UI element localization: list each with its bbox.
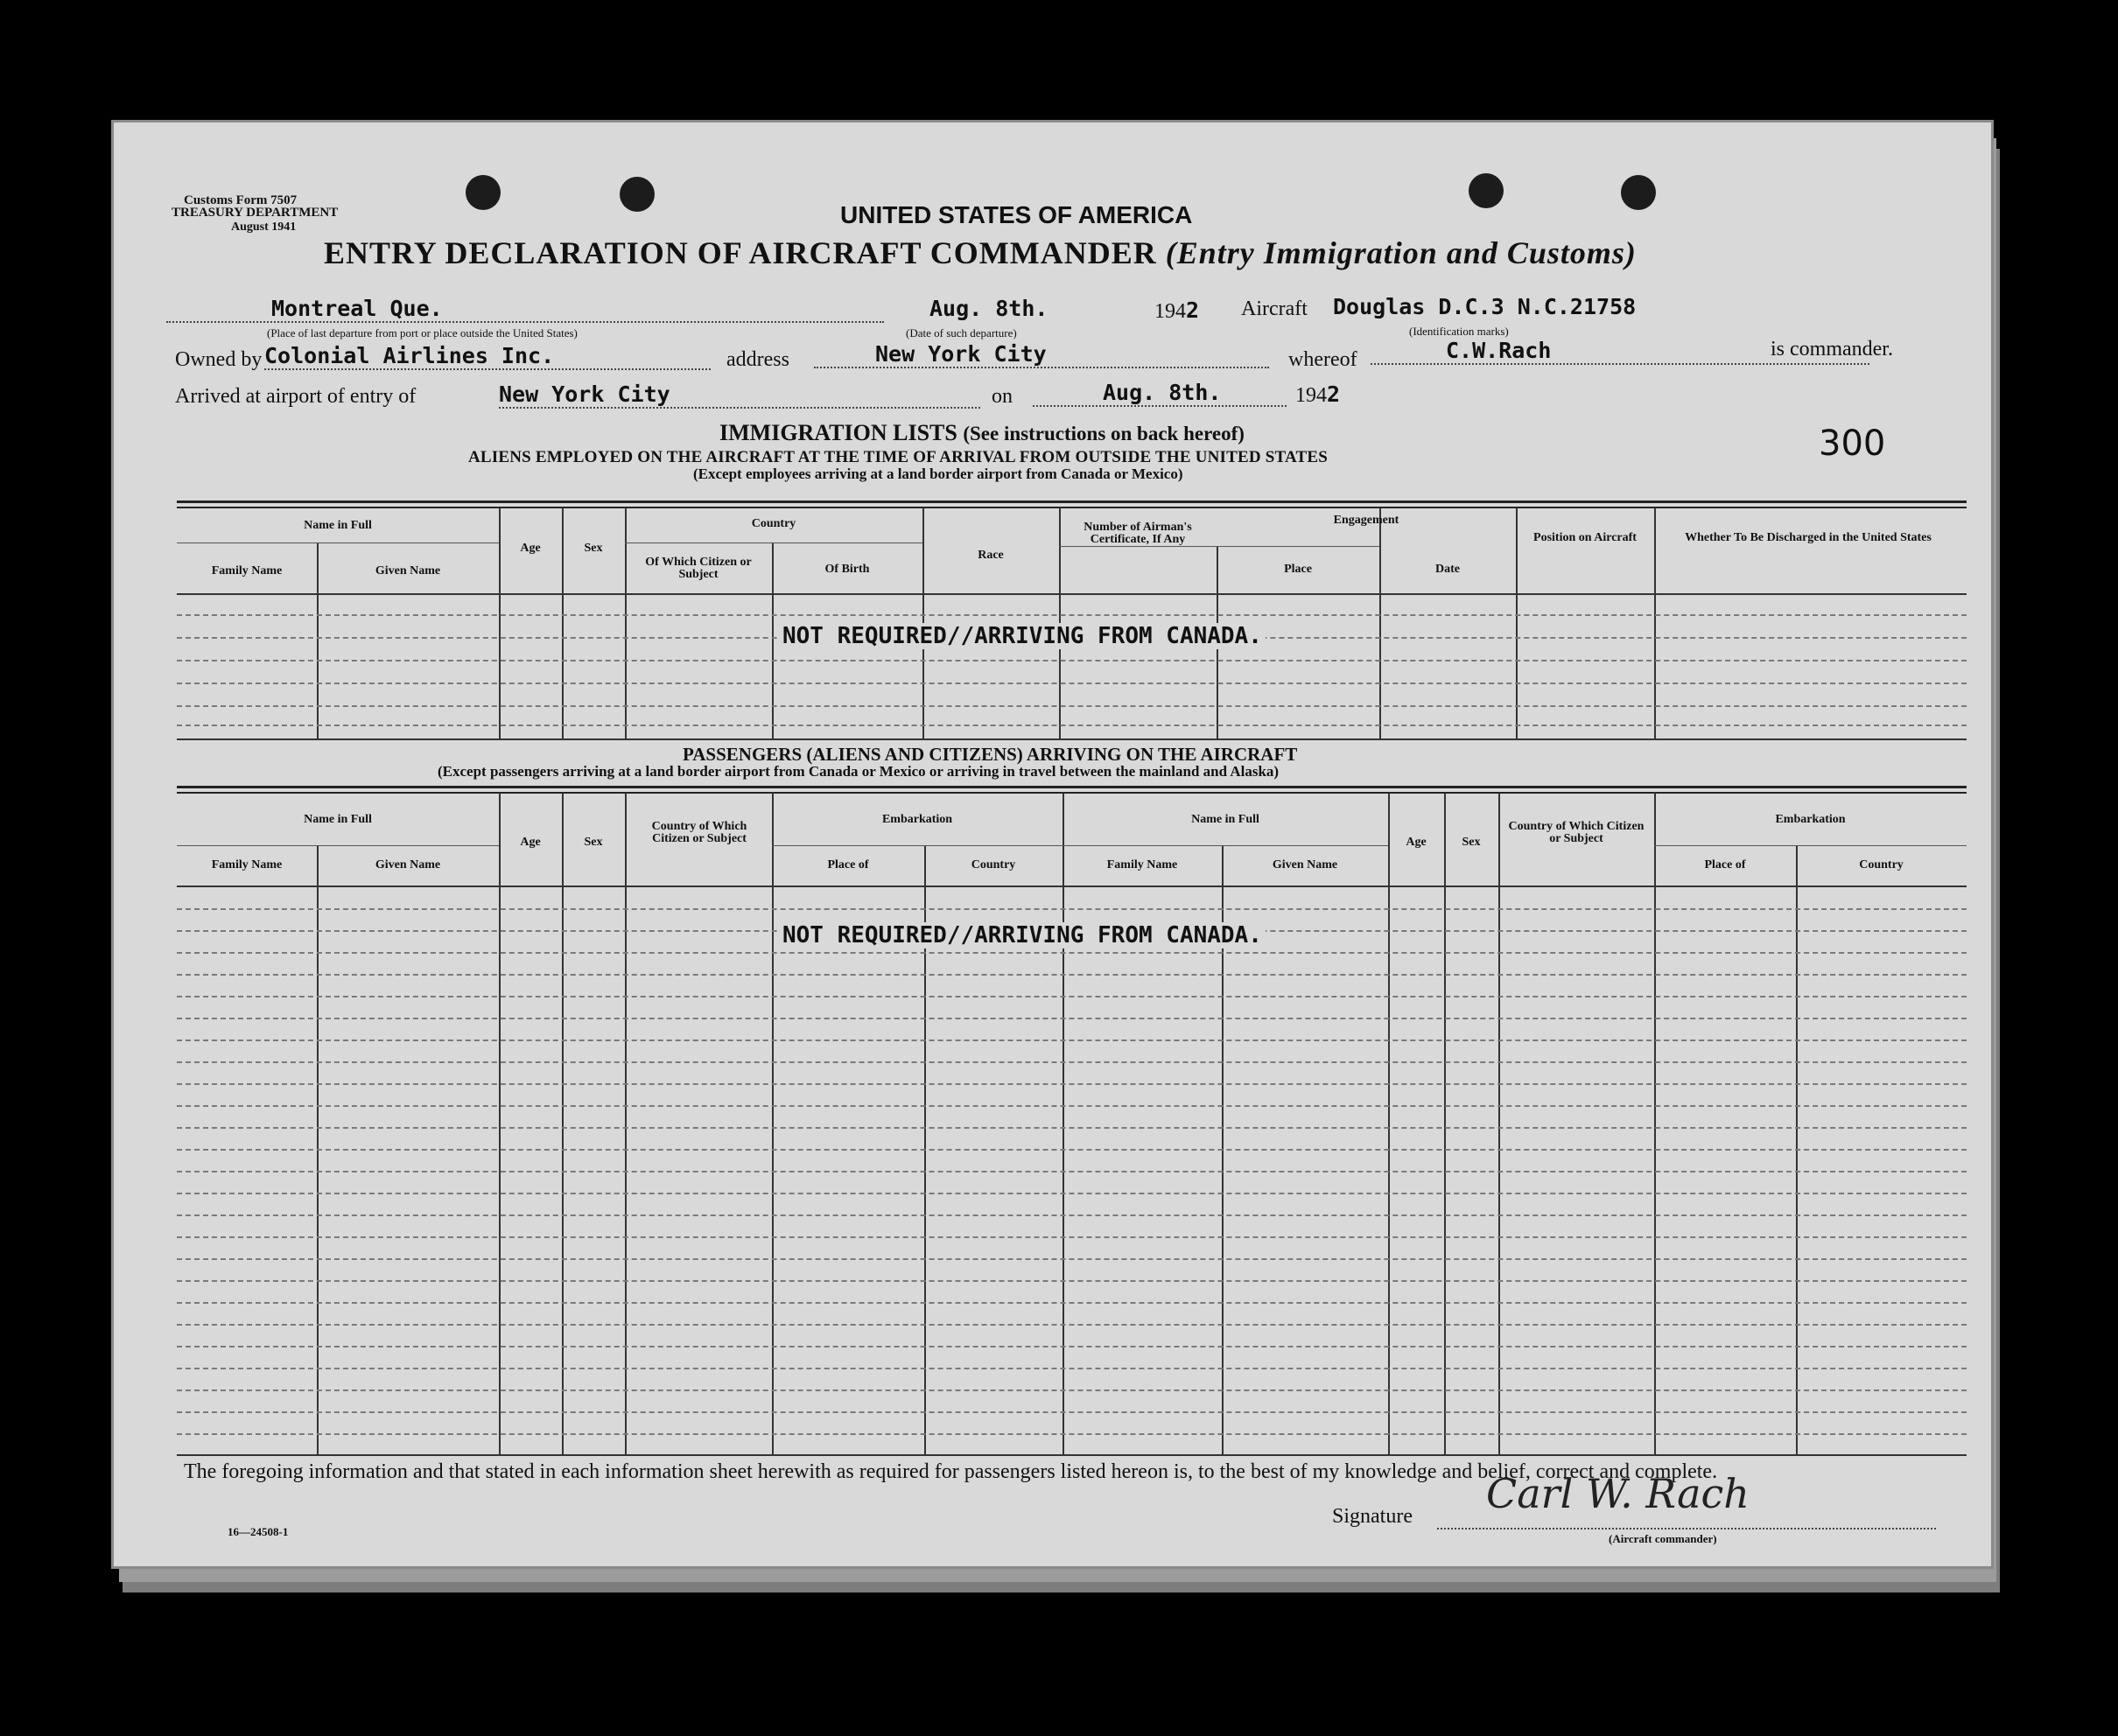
departure-place-caption: (Place of last departure from port or place outside the United States) [267, 326, 578, 340]
form-number: Customs Form 7507 [184, 193, 298, 207]
table-rule [177, 792, 1967, 794]
col-family-name: Family Name [211, 858, 283, 872]
table-rule [177, 1454, 1967, 1456]
table-row [177, 660, 1967, 662]
table-divider [1444, 793, 1446, 1456]
table-rule [1059, 546, 1379, 547]
col-certificate: Number of Airman's Certificate, If Any [1084, 521, 1192, 546]
table-rule [177, 542, 499, 543]
departure-place: Montreal Que. [166, 296, 884, 323]
year-prefix: 194 [1295, 384, 1327, 407]
arrival-year [1295, 382, 1340, 408]
punch-hole [466, 175, 501, 210]
table-row [177, 1280, 1967, 1282]
commander-suffix: is commander. [1771, 338, 1893, 360]
table-rule [177, 593, 1967, 595]
col-given-name: Given Name [375, 858, 441, 872]
table-divider [772, 793, 774, 1456]
form-date: August 1941 [231, 220, 297, 234]
address-label: address [726, 348, 789, 371]
print-code: 16—24508-1 [228, 1525, 289, 1538]
col-age: Age [520, 836, 541, 849]
table-divider [562, 793, 564, 1456]
table-row [177, 996, 1967, 998]
table-row [177, 724, 1967, 726]
signature-caption: (Aircraft commander) [1609, 1532, 1717, 1545]
table-row [177, 1040, 1967, 1041]
certification-statement: The foregoing information and that stated in each information sheet herewith as required for passengers listed hereon is, to the best of my knowledge and belief, correct and complete. [184, 1460, 1718, 1483]
table-row [177, 1236, 1967, 1238]
table-rule [177, 500, 1967, 503]
table-row [177, 1149, 1967, 1151]
col-sex: Sex [584, 542, 603, 555]
table-rule [625, 542, 922, 543]
table-row [177, 1302, 1967, 1304]
col-race: Race [978, 549, 1004, 562]
table-rule [177, 507, 1967, 508]
passengers-stamp: NOT REQUIRED//ARRIVING FROM CANADA. [779, 922, 1266, 948]
arrival-date: Aug. 8th. [1033, 380, 1287, 407]
col-given-name: Given Name [375, 564, 441, 578]
owned-by-label: Owned by [175, 348, 263, 371]
table-row [177, 1433, 1967, 1435]
signature-line [1437, 1528, 1936, 1530]
table-row [177, 682, 1967, 684]
col-place: Place [1284, 563, 1312, 576]
table-rule [177, 886, 1967, 887]
table-divider [1498, 793, 1500, 1456]
col-name-in-full: Name in Full [304, 519, 372, 532]
table-rule [1063, 845, 1388, 846]
aliens-heading: ALIENS EMPLOYED ON THE AIRCRAFT AT THE TIME OF ARRIVAL FROM OUTSIDE THE UNITED STATES [468, 448, 1329, 466]
table-row [177, 908, 1967, 910]
aircraft-caption: (Identification marks) [1409, 325, 1509, 338]
table-row [177, 1127, 1967, 1129]
col-citizen: Country of Which Citizen or Subject [1508, 820, 1645, 845]
table-rule [177, 786, 1967, 788]
table-row [177, 1105, 1967, 1107]
col-age: Age [1406, 836, 1427, 849]
col-name-in-full: Name in Full [304, 813, 372, 826]
departure-year [1154, 298, 1199, 324]
arrival-label: Arrived at airport of entry of [175, 385, 417, 408]
page-number: 300 [1819, 424, 1886, 464]
col-family-name: Family Name [211, 564, 283, 578]
col-citizen: Country of Which Citizen or Subject [651, 820, 747, 845]
title-main: ENTRY DECLARATION OF AIRCRAFT COMMANDER [324, 235, 1157, 270]
commander-signature: Carl W. Rach [1486, 1470, 1750, 1517]
departure-date: Aug. 8th. [929, 296, 1048, 321]
col-discharge: Whether To Be Discharged in the United States [1685, 531, 1932, 544]
immigration-title: IMMIGRATION LISTS [719, 420, 957, 445]
col-country: Country [971, 858, 1016, 872]
table-row [177, 1061, 1967, 1063]
table-row [177, 1018, 1967, 1019]
col-country: Country [751, 517, 796, 530]
col-embarkation: Embarkation [1775, 813, 1846, 826]
table-divider [499, 793, 501, 1456]
address: New York City [814, 341, 1269, 368]
departure-date-caption: (Date of such departure) [906, 326, 1017, 340]
table-row [177, 1214, 1967, 1216]
table-divider [1654, 793, 1656, 1456]
form-sheet [114, 122, 1991, 1566]
table-row [177, 1390, 1967, 1391]
table-row [177, 1346, 1967, 1348]
table-row [177, 1324, 1967, 1326]
passengers-heading: PASSENGERS (ALIENS AND CITIZENS) ARRIVING ON THE AIRCRAFT [683, 744, 1298, 765]
aliens-stamp: NOT REQUIRED//ARRIVING FROM CANADA. [779, 623, 1266, 649]
arrival-on-label: on [992, 385, 1013, 408]
arrival-airport: New York City [499, 382, 980, 409]
punch-hole [1469, 173, 1504, 208]
table-divider [625, 793, 627, 1456]
table-divider [1063, 793, 1064, 1456]
col-country: Country [1859, 858, 1904, 872]
title-sub: (Entry Immigration and Customs) [1165, 235, 1637, 270]
immigration-heading [719, 420, 1245, 446]
col-citizen: Of Which Citizen or Subject [645, 556, 752, 581]
col-place: Place of [1704, 858, 1746, 872]
owner: Colonial Airlines Inc. [264, 343, 711, 370]
whereof-label: whereof [1288, 348, 1357, 371]
col-position: Position on Aircraft [1533, 531, 1637, 544]
col-given-name: Given Name [1272, 858, 1338, 872]
punch-hole [1621, 175, 1656, 210]
signature-label: Signature [1332, 1505, 1413, 1528]
country-heading: UNITED STATES OF AMERICA [840, 201, 1193, 228]
table-rule [772, 845, 1063, 846]
year-suffix: 2 [1186, 298, 1200, 323]
col-engagement: Engagement [1333, 514, 1399, 527]
col-name-in-full: Name in Full [1191, 813, 1259, 826]
col-birth: Of Birth [824, 563, 870, 576]
table-divider [1796, 845, 1798, 1456]
table-row [177, 614, 1967, 616]
aliens-note: (Except employees arriving at a land border airport from Canada or Mexico) [693, 466, 1183, 482]
table-row [177, 974, 1967, 976]
table-rule [177, 845, 499, 846]
col-sex: Sex [1462, 836, 1481, 849]
table-row [177, 1368, 1967, 1369]
table-divider [1388, 793, 1390, 1456]
table-row [177, 1411, 1967, 1413]
immigration-note: (See instructions on back hereof) [963, 423, 1245, 444]
table-rule [1654, 845, 1967, 846]
punch-hole [620, 177, 655, 212]
table-row [177, 1171, 1967, 1172]
col-family-name: Family Name [1106, 858, 1178, 872]
aircraft-id: Douglas D.C.3 N.C.21758 [1333, 294, 1637, 319]
col-date: Date [1435, 563, 1460, 576]
table-divider [317, 845, 319, 1456]
department: TREASURY DEPARTMENT [172, 206, 339, 220]
col-age: Age [520, 542, 541, 555]
table-row [177, 1083, 1967, 1085]
year-prefix: 194 [1154, 300, 1186, 323]
col-place: Place of [827, 858, 869, 872]
commander-name: C.W.Rach [1371, 338, 1869, 365]
table-row [177, 1193, 1967, 1194]
passengers-note: (Except passengers arriving at a land border airport from Canada or Mexico or arriving in travel between the mainland and Alaska) [438, 763, 1280, 780]
col-embarkation: Embarkation [881, 813, 953, 826]
table-row [177, 952, 1967, 954]
aircraft-label: Aircraft [1241, 298, 1308, 320]
col-sex: Sex [584, 836, 603, 849]
year-suffix: 2 [1327, 382, 1341, 407]
table-rule [177, 738, 1967, 740]
table-row [177, 1258, 1967, 1260]
form-title [324, 234, 1637, 271]
table-row [177, 705, 1967, 707]
